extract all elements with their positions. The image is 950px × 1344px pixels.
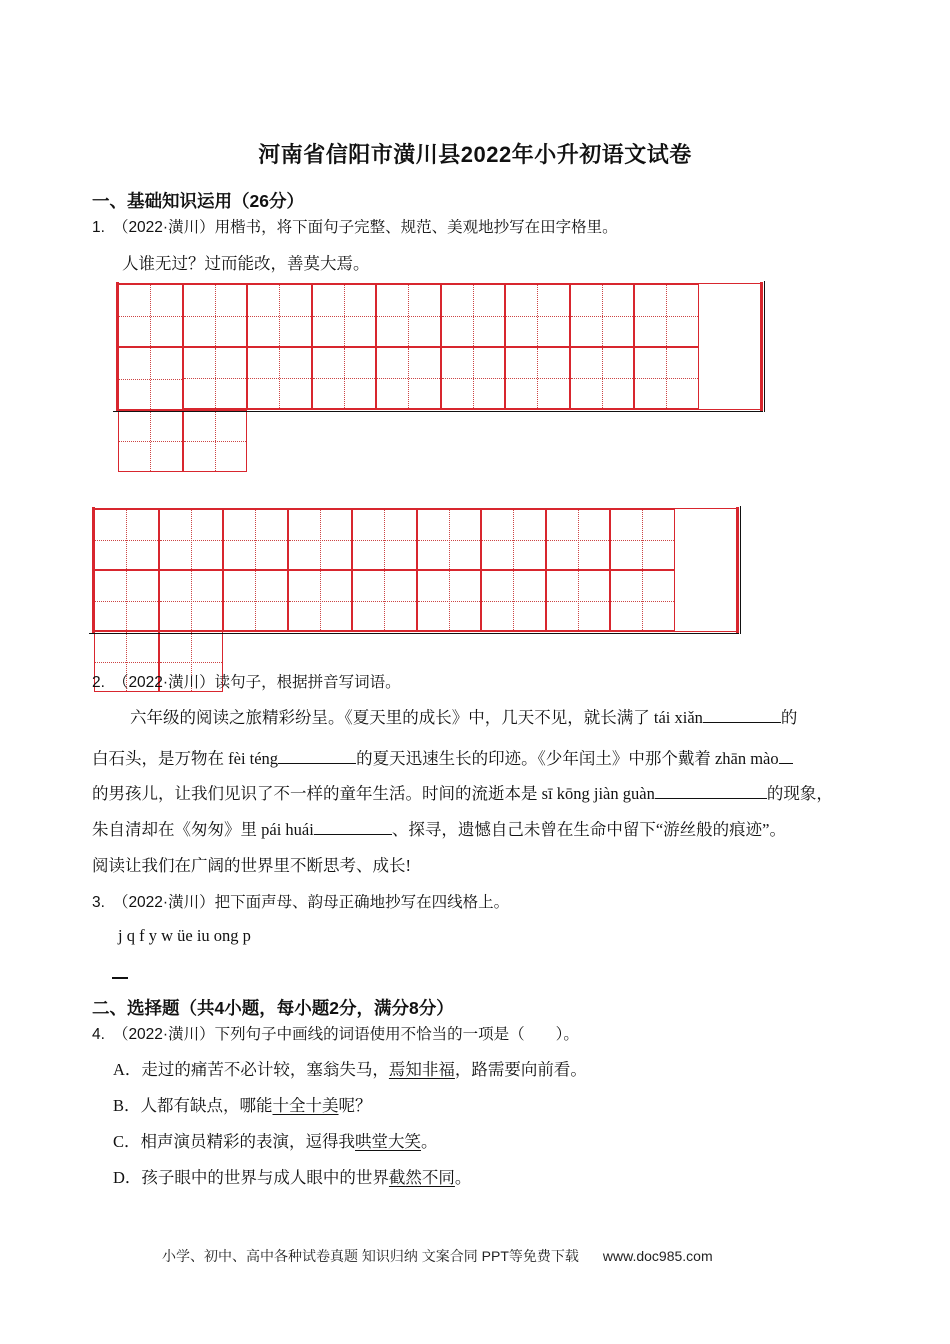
answer-blank-feiteng[interactable] <box>278 747 356 764</box>
four-line-grid-stub[interactable] <box>112 977 128 979</box>
question-text: 下列句子中画线的词语使用不恰当的一项是（ ）。 <box>214 1026 579 1043</box>
grid-shadow <box>764 281 766 412</box>
grid-cell[interactable] <box>441 347 506 409</box>
passage-text: 的男孩儿，让我们见识了不一样的童年生活。时间的流逝本是 sī kōng jiàn guàn <box>92 784 655 803</box>
pinyin-letters: j q f y w üe iu ong p <box>118 926 251 945</box>
grid-cell[interactable] <box>634 284 699 347</box>
section-heading-basics: 一、基础知识运用（26分） <box>92 191 304 211</box>
answer-blank-zhanmao[interactable] <box>779 747 793 764</box>
footer-url[interactable]: www.doc985.com <box>602 1248 713 1264</box>
question-4-prompt <box>92 1022 579 1044</box>
grid-cell[interactable] <box>610 570 675 631</box>
grid-cell[interactable] <box>288 570 353 631</box>
question-source: （2022·潢川） <box>112 219 215 236</box>
grid-cell[interactable] <box>183 410 248 472</box>
grid-cell[interactable] <box>546 509 611 570</box>
grid-cell[interactable] <box>376 347 441 409</box>
underlined-phrase: 截然不同 <box>388 1168 455 1187</box>
question-source: （2022·潢川） <box>112 894 215 911</box>
question-number: 2. <box>92 674 105 691</box>
option-c[interactable] <box>113 1128 438 1152</box>
option-label: B． <box>113 1096 141 1115</box>
grid-cell[interactable] <box>159 509 224 570</box>
option-label: A． <box>113 1060 142 1079</box>
grid-baseline <box>89 633 739 635</box>
option-text: 呢？ <box>338 1096 372 1115</box>
passage-text: 的夏天迅速生长的印迹。《少年闰土》中那个戴着 zhān mào <box>356 749 779 768</box>
question-source: （2022·潢川） <box>112 674 215 691</box>
grid-cell[interactable] <box>118 284 183 347</box>
tianzige-grid-1[interactable] <box>117 283 762 410</box>
grid-cell[interactable] <box>417 570 482 631</box>
grid-border-left <box>116 282 119 411</box>
grid-cell[interactable] <box>352 509 417 570</box>
passage-line-5: 阅读让我们在广阔的世界里不断思考、成长! <box>92 856 411 875</box>
page-title: 河南省信阳市潢川县2022年小升初语文试卷 <box>258 142 692 167</box>
grid-cell[interactable] <box>94 570 159 631</box>
footer <box>162 1246 713 1266</box>
answer-blank-paihuai[interactable] <box>314 818 392 835</box>
grid-cell[interactable] <box>159 570 224 631</box>
question-source: （2022·潢川） <box>112 1026 215 1043</box>
grid-cell[interactable] <box>288 509 353 570</box>
option-text: 孩子眼中的世界与成人眼中的世界 <box>141 1168 389 1187</box>
grid-cell[interactable] <box>417 509 482 570</box>
passage-line-3 <box>92 780 833 804</box>
grid-baseline <box>113 411 763 413</box>
grid-cell[interactable] <box>247 284 312 347</box>
underlined-phrase: 哄堂大笑 <box>355 1132 422 1151</box>
option-label: D． <box>113 1168 142 1187</box>
option-text: ，路需要向前看。 <box>454 1060 587 1079</box>
grid-cell[interactable] <box>94 509 159 570</box>
option-text: 人都有缺点，哪能 <box>140 1096 273 1115</box>
passage-text: 白石头，是万物在 fèi téng <box>92 749 279 768</box>
grid-cell[interactable] <box>634 347 699 409</box>
grid-cell[interactable] <box>247 347 312 409</box>
grid-cell[interactable] <box>352 570 417 631</box>
grid-cell[interactable] <box>118 410 183 472</box>
grid-cell[interactable] <box>481 570 546 631</box>
grid-cell[interactable] <box>223 509 288 570</box>
passage-text: 六年级的阅读之旅精彩纷呈。《夏天里的成长》中，几天不见，就长满了 tái xiǎn <box>130 708 703 727</box>
grid-cell[interactable] <box>376 284 441 347</box>
passage-text: 朱自清却在《匆匆》里 pái huái <box>92 820 314 839</box>
question-1-prompt <box>92 215 618 237</box>
grid-cell[interactable] <box>570 347 635 409</box>
grid-cell[interactable] <box>312 284 377 347</box>
grid-cell[interactable] <box>481 509 546 570</box>
question-number: 1. <box>92 219 105 236</box>
option-text: 相声演员精彩的表演，逗得我 <box>140 1132 356 1151</box>
option-a[interactable] <box>113 1056 587 1080</box>
question-3-prompt <box>92 890 509 912</box>
answer-blank-sikongjianguan[interactable] <box>655 782 767 799</box>
question-number: 3. <box>92 894 105 911</box>
grid-cell[interactable] <box>546 570 611 631</box>
grid-cell[interactable] <box>183 347 248 409</box>
passage-line-4 <box>92 816 786 840</box>
grid-border-left <box>92 507 95 633</box>
section-heading-choice: 二、选择题（共4小题，每小题2分，满分8分） <box>92 998 454 1018</box>
option-text: 。 <box>454 1168 472 1187</box>
question-text: 读句子，根据拼音写词语。 <box>214 674 401 691</box>
question-number: 4. <box>92 1026 105 1043</box>
option-b[interactable] <box>113 1092 372 1116</box>
grid-cell[interactable] <box>118 347 183 410</box>
grid-cell[interactable] <box>223 570 288 631</box>
underlined-phrase: 十全十美 <box>272 1096 339 1115</box>
underlined-phrase: 焉知非福 <box>388 1060 455 1079</box>
question-2-prompt <box>92 670 401 692</box>
passage-text: 、探寻，遗憾自己未曾在生命中留下“游丝般的痕迹”。 <box>391 820 786 839</box>
question-text: 把下面声母、韵母正确地抄写在四线格上。 <box>214 894 510 911</box>
passage-text: 的 <box>780 708 798 727</box>
question-text: 用楷书，将下面句子完整、规范、美观地抄写在田字格里。 <box>214 219 618 236</box>
grid-cell[interactable] <box>610 509 675 570</box>
grid-cell[interactable] <box>570 284 635 347</box>
grid-cell[interactable] <box>441 284 506 347</box>
copy-sentence: 人谁无过？过而能改，善莫大焉。 <box>122 254 370 273</box>
grid-cell[interactable] <box>505 347 570 409</box>
passage-text: 的现象， <box>766 784 833 803</box>
grid-cell[interactable] <box>183 284 248 347</box>
grid-shadow <box>740 506 742 634</box>
option-text: 走过的痛苦不必计较，塞翁失马， <box>141 1060 389 1079</box>
grid-cell[interactable] <box>505 284 570 347</box>
footer-text: 小学、初中、高中各种试卷真题 知识归纳 文案合同 PPT等免费下载 <box>162 1248 579 1264</box>
answer-blank-taixian[interactable] <box>703 706 781 723</box>
option-label: C． <box>113 1132 141 1151</box>
option-d[interactable] <box>113 1164 471 1188</box>
passage-line-2 <box>92 745 793 769</box>
grid-cell[interactable] <box>312 347 377 409</box>
passage-line-1 <box>130 704 797 728</box>
tianzige-grid-2[interactable] <box>93 508 738 632</box>
option-text: 。 <box>421 1132 438 1151</box>
